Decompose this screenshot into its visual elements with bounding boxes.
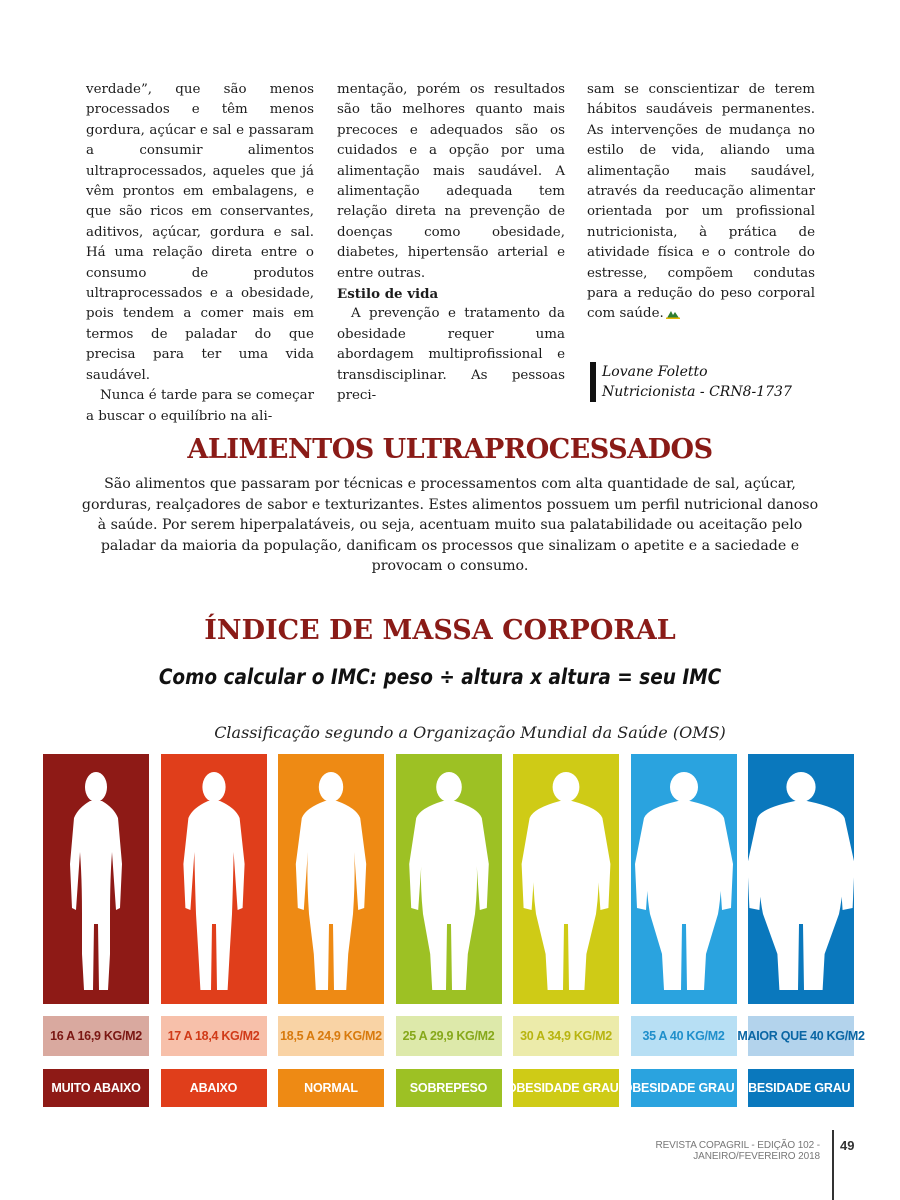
bmi-category <box>161 754 267 1107</box>
end-mark-icon <box>666 309 680 319</box>
person-silhouette-icon <box>748 754 854 1004</box>
person-silhouette-icon <box>396 754 502 1004</box>
person-silhouette-icon <box>161 754 267 1004</box>
article-paragraph-text: sam se conscientizar de terem hábitos saudáveis permanentes. As intervenções de mudança no estilo de vida, aliando uma alimentação mais saudável, através da reeducação alimentar orientada por um profissional nutricionista, à prática de atividade física e o controle do estresse, compõem condutas para a redução do peso corporal com saúde. <box>587 82 815 322</box>
article-paragraph: Nunca é tarde para se começar a buscar o equilíbrio na ali- <box>86 388 314 424</box>
bmi-category <box>737 754 865 1107</box>
bmi-category-label: OBESIDADE GRAU I <box>513 1069 619 1107</box>
article-column-2 <box>337 80 565 407</box>
article-column-1 <box>86 80 314 427</box>
bmi-silhouette-panel <box>748 754 854 1004</box>
imc-formula: Como calcular o IMC: peso ÷ altura x altura = seu IMC <box>158 665 722 689</box>
bmi-silhouette-panel <box>161 754 267 1004</box>
author-signature <box>590 362 792 402</box>
bmi-category-label: MUITO ABAIXO <box>43 1069 149 1107</box>
article-paragraph: verdade”, que são menos processados e têm menos gordura, açúcar e sal e passaram a consumir alimentos ultraprocessados, aqueles que já vêm prontos em embalagens, e que são ricos em conservantes, aditivos, açúcar, gordura e sal. Há uma relação direta entre o consumo de produtos ultraprocessados e a obesidade, pois tendem a comer mais em termos de paladar do que precisa para ter uma vida saudável. <box>86 82 314 383</box>
bmi-silhouette-panel <box>396 754 502 1004</box>
bmi-category-label: NORMAL <box>278 1069 384 1107</box>
bmi-category <box>622 754 745 1107</box>
person-silhouette-icon <box>513 754 619 1004</box>
bmi-range-value: 17 A 18,4 KG/M2 <box>161 1016 267 1056</box>
bmi-category-label: ABAIXO <box>161 1069 267 1107</box>
bmi-category <box>506 754 626 1107</box>
article-paragraph <box>587 80 815 325</box>
ultraprocessados-description: São alimentos que passaram por técnicas e processamentos com alta quantidade de sal, açúcar, gorduras, realçadores de sabor e texturizantes. Estes alimentos possuem um perfil nutricional danoso à saúde. Por serem hiperpalatáveis, ou seja, acentuam muito sua palatabilidade ou aceitação pelo paladar da maioria da população, danificam os processos que sinalizam o apetite e a saciedade e provocam o consumo. <box>81 476 819 575</box>
bmi-range-value: 35 A 40 KG/M2 <box>631 1016 737 1056</box>
bmi-silhouette-panel <box>631 754 737 1004</box>
oms-classification-caption: Classificação segundo a Organização Mundial da Saúde (OMS) <box>214 723 726 742</box>
author-role: Nutricionista - CRN8-1737 <box>602 384 792 400</box>
bmi-category <box>278 754 384 1107</box>
person-silhouette-icon <box>278 754 384 1004</box>
bmi-category-label: OBESIDADE GRAU III <box>748 1069 854 1107</box>
bmi-range-value: 30 A 34,9 KG/M2 <box>513 1016 619 1056</box>
bmi-category-label: SOBREPESO <box>396 1069 502 1107</box>
bmi-category <box>396 754 502 1107</box>
article-paragraph: A prevenção e tratamento da obesidade requer uma abordagem multiprofissional e transdisciplinar. As pessoas preci- <box>337 306 565 404</box>
bmi-silhouette-panel <box>278 754 384 1004</box>
person-silhouette-icon <box>631 754 737 1004</box>
magazine-footer: REVISTA COPAGRIL - EDIÇÃO 102 - JANEIRO/FEVEREIRO 2018 <box>655 1140 820 1162</box>
section-title-ultraprocessados: ALIMENTOS ULTRAPROCESSADOS <box>187 434 713 465</box>
bmi-category <box>43 754 149 1107</box>
footer-divider <box>832 1130 834 1200</box>
page-number: 49 <box>840 1138 855 1153</box>
section-subheading: Estilo de vida <box>337 286 439 303</box>
author-name: Lovane Foletto <box>602 364 708 380</box>
bmi-silhouette-panel <box>513 754 619 1004</box>
bmi-category-label: OBESIDADE GRAU II <box>631 1069 737 1107</box>
person-silhouette-icon <box>43 754 149 1004</box>
bmi-range-value: 16 A 16,9 KG/M2 <box>43 1016 149 1056</box>
article-paragraph: mentação, porém os resultados são tão melhores quanto mais precoces e adequados são os cuidados e a opção por uma alimentação mais saudável. A alimentação adequada tem relação direta na prevenção de doenças como obesidade, diabetes, hipertensão arterial e entre outras. <box>337 82 565 281</box>
article-column-3 <box>587 80 815 325</box>
bmi-silhouette-panel <box>43 754 149 1004</box>
bmi-range-value: 25 A 29,9 KG/M2 <box>396 1016 502 1056</box>
bmi-range-value: 18,5 A 24,9 KG/M2 <box>278 1016 384 1056</box>
bmi-range-value: MAIOR QUE 40 KG/M2 <box>748 1016 854 1056</box>
section-title-imc: ÍNDICE DE MASSA CORPORAL <box>204 615 676 646</box>
